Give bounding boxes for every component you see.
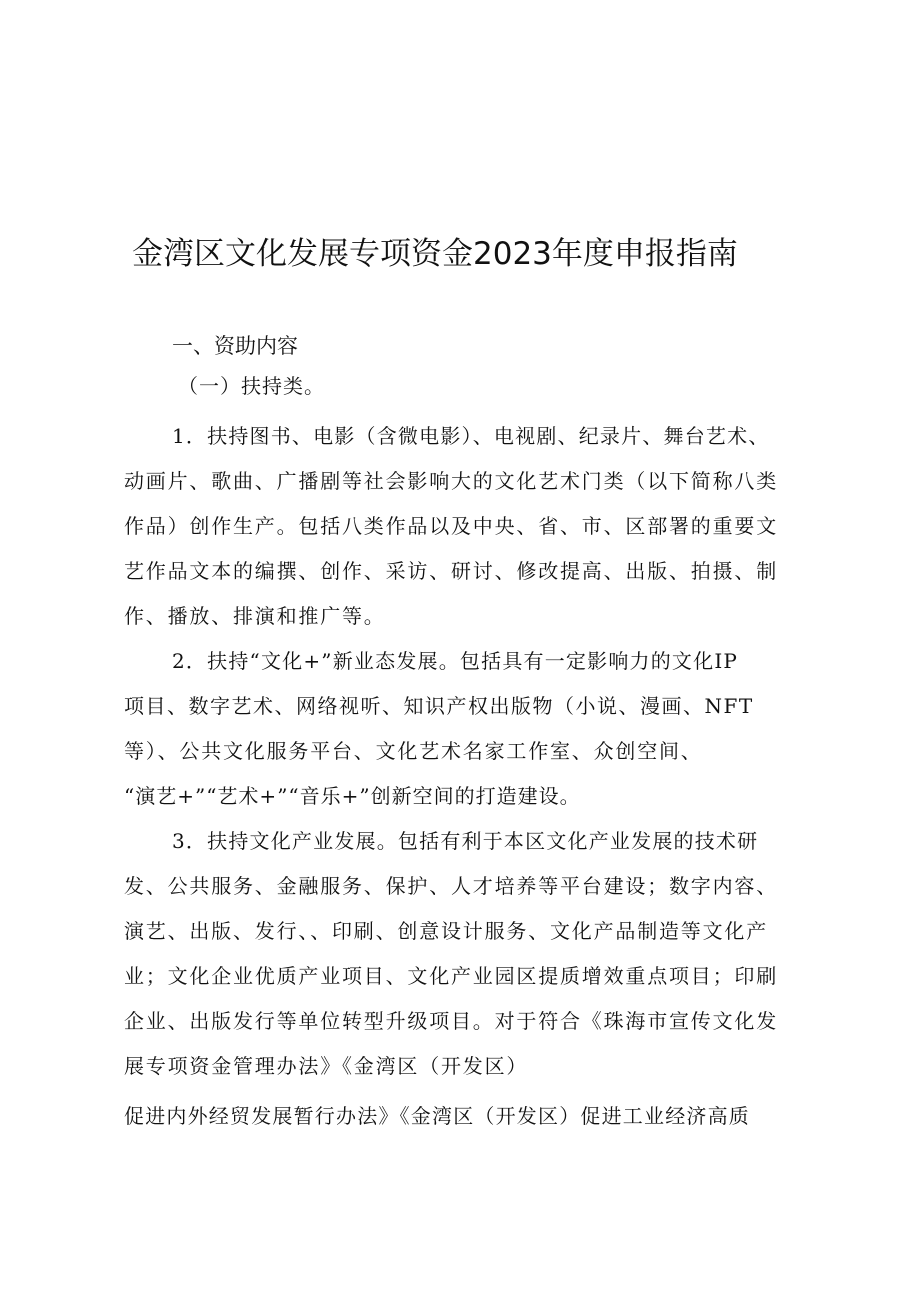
paragraph-3-line-1: 3．扶持文化产业发展。包括有利于本区文化产业发展的技术研 (172, 829, 759, 853)
paragraph-3-line-6: 展专项资金管理办法》《金湾区（开发区） (124, 1054, 529, 1078)
paragraph-1-line-1: 1．扶持图书、电影（含微电影）、电视剧、纪录片、舞台艺术、 (172, 424, 770, 448)
paragraph-2-line-3: 等）、公共文化服务平台、文化艺术名家工作室、众创空间、 (124, 739, 703, 763)
paragraph-1-line-5: 作、播放、排演和推广等。 (124, 604, 386, 628)
paragraph-1-line-4: 艺作品文本的编撰、创作、采访、研讨、修改提高、出版、拍摄、制 (124, 559, 778, 583)
document-title: 金湾区文化发展专项资金2023年度申报指南 (132, 236, 738, 272)
paragraph-2-line-1: 2．扶持“文化+”新业态发展。包括具有一定影响力的文化IP (172, 649, 739, 673)
paragraph-3-line-2: 发、公共服务、金融服务、保护、人才培养等平台建设；数字内容、 (124, 874, 778, 898)
paragraph-3-line-5: 企业、出版发行等单位转型升级项目。对于符合《珠海市宣传文化发 (124, 1009, 778, 1033)
paragraph-3-line-4: 业；文化企业优质产业项目、文化产业园区提质增效重点项目；印刷 (124, 964, 778, 988)
paragraph-2-line-2: 项目、数字艺术、网络视听、知识产权出版物（小说、漫画、NFT (124, 694, 754, 718)
section-heading: 一、资助内容 (172, 334, 298, 358)
paragraph-2-line-4: “演艺+”“艺术+”“音乐+”创新空间的打造建设。 (124, 784, 581, 808)
paragraph-3-line-3: 演艺、出版、发行、、印刷、创意设计服务、文化产品制造等文化产 (124, 919, 768, 943)
subsection-heading: （一）扶持类。 (178, 374, 325, 398)
paragraph-1-line-2: 动画片、歌曲、广播剧等社会影响大的文化艺术门类（以下简称八类 (124, 469, 778, 493)
paragraph-3-line-7: 促进内外经贸发展暂行办法》《金湾区（开发区）促进工业经济高质 (124, 1104, 750, 1128)
paragraph-1-line-3: 作品）创作生产。包括八类作品以及中央、省、市、区部署的重要文 (124, 514, 778, 538)
